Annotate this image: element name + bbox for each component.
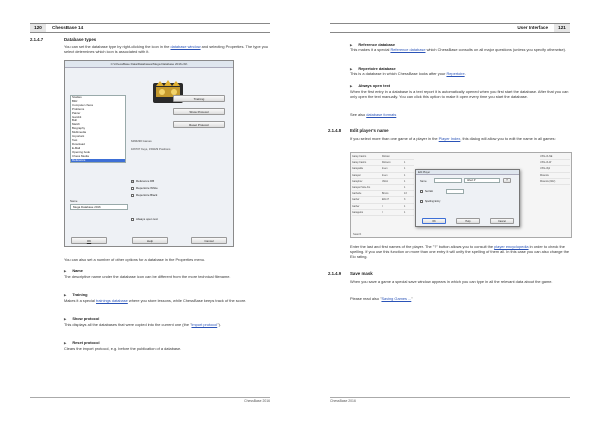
player-cell: Garayalde bbox=[352, 167, 364, 171]
item-text-reset-protocol: Clears the import protocol, e.g. before the publication of a database. bbox=[64, 346, 182, 351]
search-label: Search bbox=[353, 233, 362, 236]
tournament-list bbox=[540, 154, 570, 185]
edit-player-dialog bbox=[415, 169, 520, 227]
header-title: User Interface bbox=[517, 25, 548, 30]
header-title: ChessBase 14 bbox=[52, 25, 84, 30]
item-title-reset-protocol: ▶ Reset protocol bbox=[64, 340, 100, 345]
import-protocol-link[interactable]: import protocol bbox=[191, 322, 218, 327]
player-cell: 1 bbox=[404, 173, 406, 177]
page-header bbox=[330, 23, 570, 33]
ok-button[interactable]: OK bbox=[71, 237, 107, 244]
tournament-row: USS-chpl bbox=[540, 166, 570, 172]
player-cell: Bruno bbox=[382, 192, 389, 196]
player-cell: Garaybov bbox=[352, 179, 363, 183]
player-cell: 1 bbox=[404, 161, 406, 165]
help-button[interactable]: Help bbox=[456, 218, 480, 224]
training-button[interactable]: Training bbox=[173, 95, 225, 102]
always-open-checkbox[interactable]: Always open text bbox=[131, 217, 158, 221]
player-cell: 13 bbox=[404, 192, 407, 196]
player-index-screenshot bbox=[350, 152, 572, 238]
section-title: Edit player's name bbox=[350, 128, 389, 133]
last-name-field[interactable] bbox=[434, 178, 462, 183]
section-number: 2.1.4.8 bbox=[328, 128, 342, 133]
intro-text: You can set the database type by right-clicking the icon in the database window and selecting Properties. The type you select determines which icon is associated with it. bbox=[64, 44, 268, 55]
cancel-button[interactable]: Cancel bbox=[490, 218, 514, 224]
database-type-item[interactable]: Patzer bbox=[72, 110, 81, 115]
player-cell: Romero bbox=[382, 161, 391, 165]
database-type-item[interactable]: E-Mail bbox=[72, 145, 81, 150]
player-cell: 1 bbox=[404, 210, 406, 214]
page-number: 121 bbox=[554, 24, 570, 32]
show-protocol-button[interactable]: Show Protocol bbox=[173, 108, 225, 115]
see-also: See also database formats bbox=[350, 112, 397, 117]
elo-field[interactable] bbox=[446, 189, 464, 194]
database-type-item[interactable]: Blitz bbox=[72, 98, 78, 103]
player-cell bbox=[382, 185, 404, 190]
spelling-checkbox[interactable]: Spelling Entry bbox=[420, 200, 440, 203]
reset-protocol-button[interactable]: Reset Protocol bbox=[173, 121, 225, 128]
item-title-name: ▶ Name bbox=[64, 268, 83, 273]
database-type-item[interactable]: Test bbox=[72, 137, 78, 142]
player-cell: Garber bbox=[352, 204, 360, 208]
player-cell: Garagelos bbox=[352, 210, 364, 214]
ok-button[interactable]: OK bbox=[422, 218, 446, 224]
item-text-always-open: When the first entry in a database is a text report it is automatically opened when you first start the database. After that you can only open the text manually. You can click this option to make it open every time you start the database. bbox=[350, 89, 569, 100]
encyclopedia-button[interactable]: ? bbox=[503, 178, 511, 183]
right-page bbox=[300, 0, 600, 424]
name-label: Name bbox=[70, 199, 78, 203]
player-cell: Viktor bbox=[382, 179, 389, 183]
page-footer: ChessBase 2016 bbox=[330, 397, 570, 398]
section-title: Save mask bbox=[350, 271, 373, 276]
player-cell: Garbode bbox=[352, 192, 362, 196]
reference-db-checkbox[interactable]: ✓ Reference DB bbox=[132, 179, 155, 183]
section-number: 2.1.4.7 bbox=[30, 37, 44, 42]
set-elo-checkbox[interactable]: Set Elo bbox=[420, 190, 433, 193]
database-type-item[interactable]: Download bbox=[72, 141, 85, 146]
item-title-reference: ▶ Reference database bbox=[350, 42, 396, 47]
database-window-link[interactable]: database window bbox=[170, 44, 201, 49]
player-cell: I bbox=[382, 204, 383, 208]
help-button[interactable]: Help bbox=[132, 237, 168, 244]
item-text-training: Makes it a special trainings database where you store lessons, while ChessBase keeps track of the score. bbox=[64, 298, 247, 303]
player-index-link[interactable]: Player Index bbox=[438, 136, 461, 141]
item-text-show-protocol: This displays all the databases that were copied into the current one (the "import protocol"). bbox=[64, 322, 221, 327]
player-cell: I bbox=[382, 210, 383, 214]
repertoire-link[interactable]: Repertoire bbox=[446, 71, 465, 76]
player-cell: 1 bbox=[404, 204, 406, 208]
repertoire-black-checkbox[interactable]: Repertoire Black bbox=[131, 193, 157, 197]
player-cell: Ireen bbox=[382, 173, 388, 177]
name-field[interactable]: Mega Database 2016 bbox=[70, 204, 128, 210]
tournament-row: USS-ch-W bbox=[540, 160, 570, 166]
edit-name-after-text: Enter the last and first names of the player. The "?" button allows you to consult the player encyclopedia in order to check the spelling. If you use this function on more than one entry it will unify the spelling of them all. In this case you can also change the Elo rating. bbox=[350, 244, 570, 260]
player-cell: Roman bbox=[382, 155, 390, 158]
database-type-item[interactable]: Important bbox=[72, 134, 85, 139]
player-cell: 1 bbox=[404, 167, 406, 171]
section-number: 2.1.4.9 bbox=[328, 271, 342, 276]
database-type-item[interactable]: Chess Media bbox=[72, 153, 89, 158]
page-header bbox=[30, 23, 270, 33]
saving-games-link[interactable]: Saving Games ... bbox=[381, 296, 412, 301]
player-cell bbox=[404, 154, 412, 159]
player-cell: Garay Castro bbox=[352, 155, 367, 158]
database-type-item[interactable]: Gambit bbox=[72, 114, 82, 119]
player-encyclopedia-link[interactable]: player encyclopedia bbox=[494, 244, 529, 249]
first-name-field[interactable]: Albert P bbox=[464, 178, 500, 183]
tournament-row: Moscow bbox=[540, 173, 570, 179]
games-count: 6466290 Games bbox=[131, 139, 152, 143]
page-footer: ChessBase 2016 bbox=[30, 397, 270, 398]
player-row[interactable] bbox=[352, 210, 414, 216]
section-title: Database types bbox=[64, 37, 97, 42]
tournament-row: Moscow (blitz) bbox=[540, 179, 570, 185]
item-text-repertoire: This is a database in which ChessBase looks after your Repertoire. bbox=[350, 71, 466, 76]
player-cell: Garayar bbox=[352, 173, 361, 177]
properties-dialog bbox=[64, 60, 234, 247]
page-number: 120 bbox=[30, 24, 46, 32]
tournament-row: USS-ch-NE bbox=[540, 154, 570, 160]
cancel-button[interactable]: Cancel bbox=[191, 237, 227, 244]
database-type-item[interactable]: Computer chess bbox=[72, 102, 94, 107]
database-type-item[interactable]: Biography bbox=[72, 126, 86, 131]
save-mask-text: When you save a game a special save window appears in which you can type in all the relevant data about the game. bbox=[350, 279, 553, 284]
item-title-always-open: ▶ Always open text bbox=[350, 83, 391, 88]
player-cell: Garbor bbox=[352, 198, 360, 202]
database-type-item[interactable]: Multimedia bbox=[72, 130, 86, 135]
player-cell: Efim P bbox=[382, 198, 390, 202]
database-type-item[interactable]: Reference bbox=[71, 159, 125, 163]
database-type-item[interactable]: Bull bbox=[72, 118, 77, 123]
item-title-repertoire: ▶ Repertoire database bbox=[350, 66, 396, 71]
player-cell: 3 bbox=[404, 198, 406, 202]
player-cell: Ireen bbox=[382, 167, 388, 171]
repertoire-white-checkbox[interactable]: Repertoire White bbox=[131, 186, 158, 190]
player-cell: 1 bbox=[404, 179, 406, 183]
player-cell: Garayar Sole Ars bbox=[352, 186, 371, 190]
database-type-item[interactable]: Match bbox=[72, 122, 80, 127]
edit-name-text: If you select more than one game of a player in the Player Index, this dialog will allow you to edit the name in all games: bbox=[350, 136, 556, 141]
database-type-item[interactable]: Problems bbox=[72, 106, 85, 111]
read-also: Please read also "Saving Games ..." bbox=[350, 296, 413, 301]
dialog-titlebar: C:\ChessBase Data\Databases\Mega Database 2016.cbh bbox=[65, 61, 233, 68]
reference-database-link[interactable]: Reference database bbox=[390, 47, 426, 52]
item-text-reference: This makes it a special Reference database which ChessBase consults on all major questions (unless you specify otherwise). bbox=[350, 47, 567, 52]
item-title-show-protocol: ▶ Show protocol bbox=[64, 316, 100, 321]
item-text-name: The descriptive name under the database icon can be different from the more technical filename. bbox=[64, 274, 231, 279]
database-type-item[interactable]: Opening book bbox=[72, 149, 91, 154]
player-list[interactable] bbox=[352, 154, 414, 216]
dialog-titlebar: Edit Player bbox=[416, 170, 519, 175]
database-formats-link[interactable]: database formats bbox=[366, 112, 397, 117]
name-label: Name bbox=[420, 180, 427, 183]
options-text: You can also set a number of other options for a database in the Properties menu. bbox=[64, 257, 206, 262]
item-title-training: ▶ Training bbox=[64, 292, 88, 297]
player-cell: 1 bbox=[404, 186, 406, 190]
database-type-item[interactable]: Studies bbox=[72, 95, 82, 99]
keys-count: 106707 Keys, 150229 Positions bbox=[131, 147, 171, 151]
player-cell: Garay Castro bbox=[352, 161, 367, 165]
database-type-list[interactable] bbox=[70, 95, 126, 163]
trainings-database-link[interactable]: trainings database bbox=[96, 298, 128, 303]
